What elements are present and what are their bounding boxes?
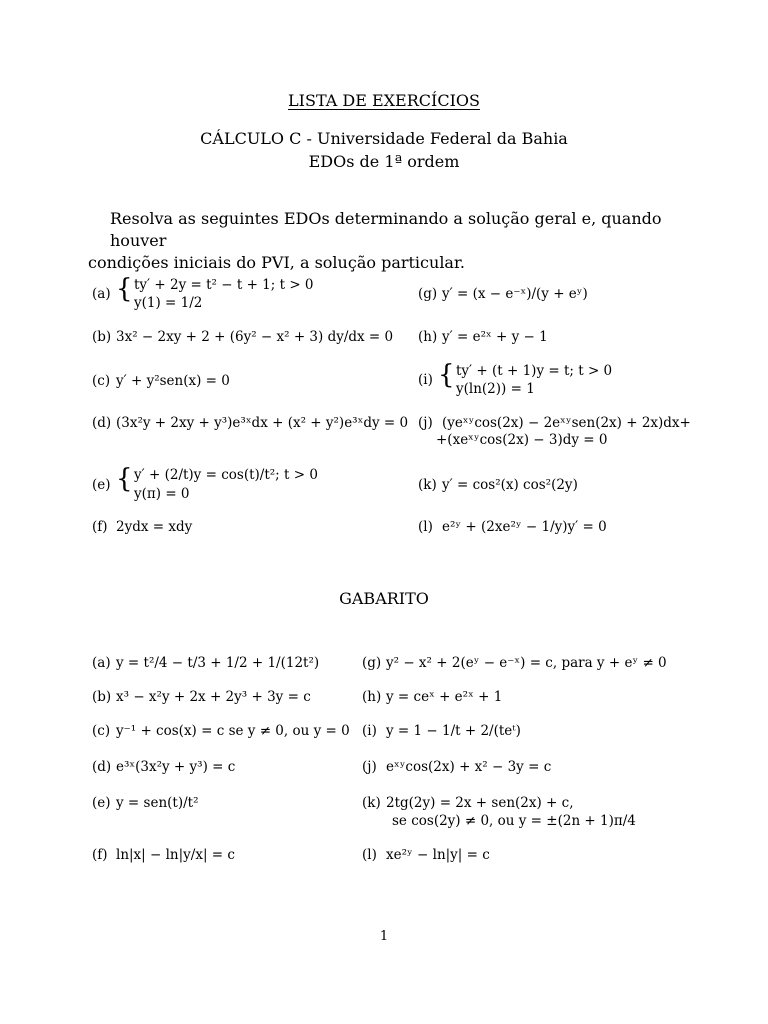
exercise-k-label: (k) [418,477,437,493]
exercise-g-equation: y′ = (x − e⁻ˣ)/(y + eʸ) [442,286,588,302]
answer-k-label: (k) [362,795,381,811]
instructions-line2: condições iniciais do PVI, a solução particular. [88,253,465,272]
answer-d-equation: e³ˣ(3x²y + y³) = c [116,759,236,775]
exercise-f-equation: 2ydx = xdy [116,519,193,535]
answer-h-equation: y = ceˣ + e²ˣ + 1 [386,689,503,705]
answer-b-equation: x³ − x²y + 2x + 2y³ + 3y = c [116,689,311,705]
exercise-e-label: (e) [92,477,111,493]
answer-f-equation: ln|x| − ln|y/x| = c [116,847,235,863]
exercise-h-equation: y′ = e²ˣ + y − 1 [442,329,548,345]
system-brace: { [438,360,455,390]
exercise-a-label: (a) [92,286,111,302]
answer-f-label: (f) [92,847,108,863]
answer-l-label: (l) [362,847,377,863]
answer-g-equation: y² − x² + 2(eʸ − e⁻ˣ) = c, para y + eʸ ≠ 0 [386,655,667,671]
exercise-d-label: (d) [92,415,112,431]
exercise-b-equation: 3x² − 2xy + 2 + (6y² − x² + 3) dy/dx = 0 [116,329,394,345]
exercise-i-label: (i) [418,372,433,388]
answer-d-label: (d) [92,759,112,775]
exercise-i-line2: y(ln(2)) = 1 [456,381,535,397]
exercise-k-equation: y′ = cos²(x) cos²(2y) [442,477,578,493]
answer-l-equation: xe²ʸ − ln|y| = c [386,847,490,863]
exercise-j-line1: (yeˣʸcos(2x) − 2eˣʸsen(2x) + 2x)dx+ [442,415,691,431]
answer-h-label: (h) [362,689,382,705]
exercise-a-line2: y(1) = 1/2 [134,295,203,311]
answer-a-equation: y = t²/4 − t/3 + 1/2 + 1/(12t²) [116,655,320,671]
answer-c-label: (c) [92,723,111,739]
instructions-line1: Resolva as seguintes EDOs determinando a solução geral e, quando houver [110,209,662,250]
answer-j-equation: eˣʸcos(2x) + x² − 3y = c [386,759,552,775]
exercise-h-label: (h) [418,329,438,345]
exercise-c-equation: y′ + y²sen(x) = 0 [116,373,230,389]
answer-b-label: (b) [92,689,112,705]
exercise-j-line2: +(xeˣʸcos(2x) − 3)dy = 0 [436,432,608,448]
answer-i-label: (i) [362,723,377,739]
exercise-l-label: (l) [418,519,433,535]
answer-k-line1: 2tg(2y) = 2x + sen(2x) + c, [386,795,574,811]
exercise-e-line1: y′ + (2/t)y = cos(t)/t²; t > 0 [134,467,318,483]
document-title: LISTA DE EXERCÍCIOS [288,91,480,110]
exercise-b-label: (b) [92,329,112,345]
answer-i-equation: y = 1 − 1/t + 2/(teᵗ) [386,723,521,739]
answer-e-equation: y = sen(t)/t² [116,795,199,811]
exercise-i-line1: ty′ + (t + 1)y = t; t > 0 [456,363,613,379]
system-brace: { [116,464,133,494]
instructions [88,208,688,274]
answer-j-label: (j) [362,759,377,775]
page-number: 1 [379,929,389,944]
exercise-f-label: (f) [92,519,108,535]
answer-e-label: (e) [92,795,111,811]
exercise-a-line1: ty′ + 2y = t² − t + 1; t > 0 [134,277,314,293]
answer-c-equation: y⁻¹ + cos(x) = c se y ≠ 0, ou y = 0 [116,723,350,739]
exercise-c-label: (c) [92,373,111,389]
topic-line: EDOs de 1ª ordem [308,152,460,171]
exercise-g-label: (g) [418,286,438,302]
system-brace: { [116,274,133,304]
answer-key-heading: GABARITO [339,589,429,608]
exercise-j-label: (j) [418,415,433,431]
exercise-l-equation: e²ʸ + (2xe²ʸ − 1/y)y′ = 0 [442,519,607,535]
answer-k-line2: se cos(2y) ≠ 0, ou y = ±(2n + 1)π/4 [392,813,636,829]
course-line: CÁLCULO C - Universidade Federal da Bahia [200,129,568,148]
exercise-d-equation: (3x²y + 2xy + y³)e³ˣdx + (x² + y²)e³ˣdy = 0 [116,415,409,431]
exercise-e-line2: y(π) = 0 [134,486,190,502]
answer-a-label: (a) [92,655,111,671]
answer-g-label: (g) [362,655,382,671]
